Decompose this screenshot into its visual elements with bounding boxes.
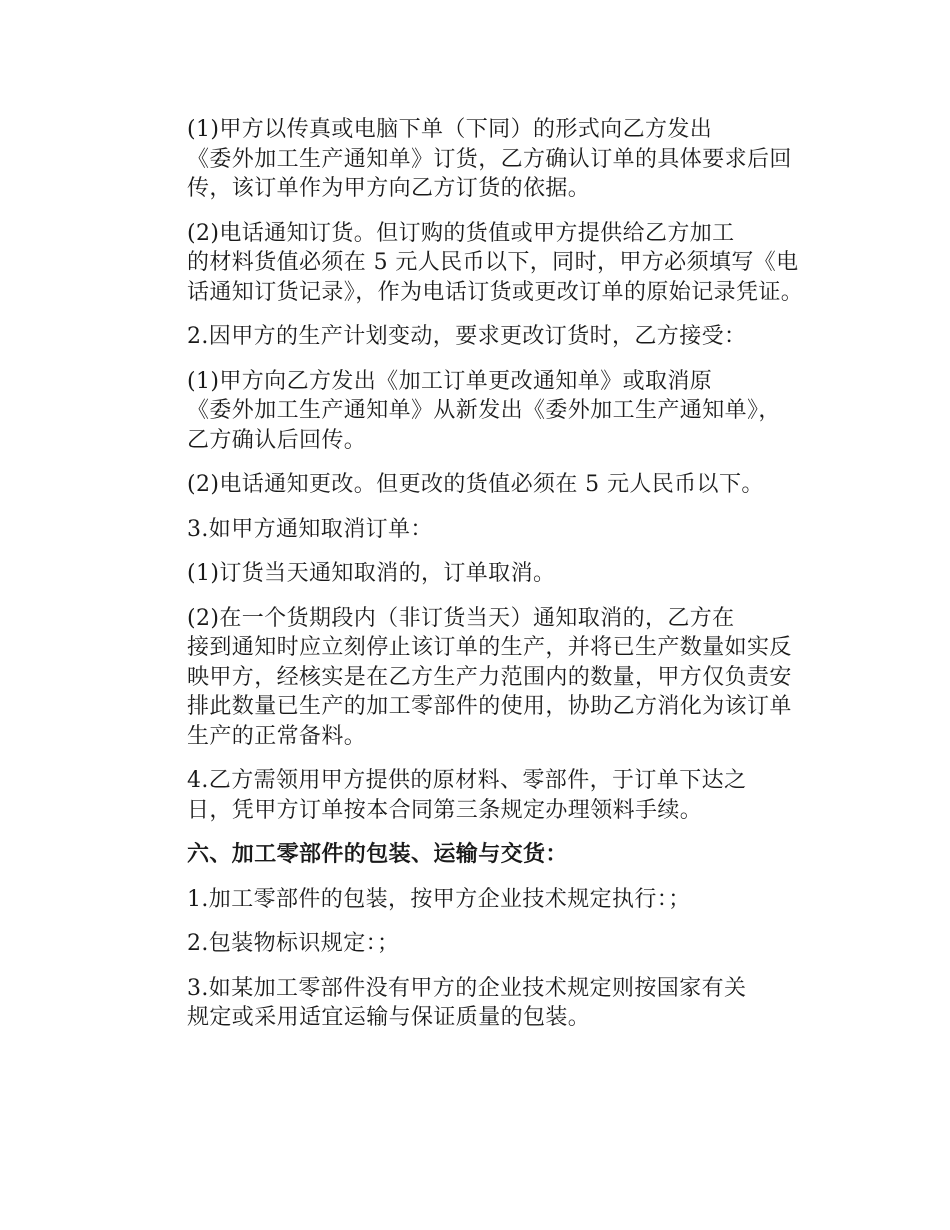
text-line: 话通知订货记录》，作为电话订货或更改订单的原始记录凭证。: [187, 279, 804, 305]
paragraph: [143, 322, 833, 352]
text-line: 接到通知时应立刻停止该订单的生产，并将已生产数量如实反: [187, 635, 792, 660]
paragraph: [143, 559, 833, 589]
text-line: 2.因甲方的生产计划变动，要求更改订货时，乙方接受：: [187, 324, 747, 349]
text-line: 生产的正常备料。: [187, 723, 367, 749]
text-line: 排此数量已生产的加工零部件的使用，协助乙方消化为该订单: [187, 694, 792, 719]
text-line: 1.加工零部件的包装，按甲方企业技术规定执行：；: [187, 886, 691, 912]
text-line: 日，凭甲方订单按本合同第三条规定办理领料手续。: [187, 797, 703, 823]
text-line: (1)订货当天通知取消的，订单取消。: [187, 561, 556, 586]
document-page: [143, 115, 833, 1048]
text-line: 乙方确认后回传。: [187, 427, 367, 453]
text-line: 规定或采用适宜运输与保证质量的包装。: [187, 1005, 591, 1030]
paragraph: [143, 929, 833, 959]
paragraph: [143, 515, 833, 545]
text-line: 映甲方，经核实是在乙方生产力范围内的数量，甲方仅负责安: [187, 664, 792, 690]
text-line: 4.乙方需领用甲方提供的原材料、零部件，于订单下达之: [187, 768, 747, 793]
section-heading: [143, 840, 833, 870]
paragraph: [143, 367, 833, 456]
text-line: 的材料货值必须在 5 元人民币以下，同时，甲方必须填写《电: [187, 250, 799, 275]
text-line: 2.包装物标识规定：；: [187, 931, 400, 956]
paragraph: [143, 219, 833, 308]
text-line: 《委外加工生产通知单》订货，乙方确认订单的具体要求后回: [187, 146, 792, 172]
text-line: 《委外加工生产通知单》从新发出《委外加工生产通知单》，: [187, 398, 781, 423]
paragraph: [143, 115, 833, 204]
paragraph: [143, 604, 833, 752]
text-line: (2)电话通知订货。但订购的货值或甲方提供给乙方加工: [187, 220, 735, 246]
text-line: 3.如某加工零部件没有甲方的企业技术规定则按国家有关: [187, 975, 747, 1001]
paragraph: [143, 766, 833, 825]
text-line: (2)在一个货期段内（非订货当天）通知取消的，乙方在: [187, 605, 735, 631]
text-line: 3.如甲方通知取消订单：: [187, 516, 433, 542]
paragraph: [143, 470, 833, 500]
text-line: (1)甲方以传真或电脑下单（下同）的形式向乙方发出: [187, 117, 713, 142]
paragraph: [143, 974, 833, 1033]
text-line: 六、加工零部件的包装、运输与交货：: [187, 841, 568, 867]
text-line: 传，该订单作为甲方向乙方订货的依据。: [187, 176, 591, 201]
paragraph: [143, 885, 833, 915]
text-line: (2)电话通知更改。但更改的货值必须在 5 元人民币以下。: [187, 472, 764, 497]
text-line: (1)甲方向乙方发出《加工订单更改通知单》或取消原: [187, 368, 713, 394]
